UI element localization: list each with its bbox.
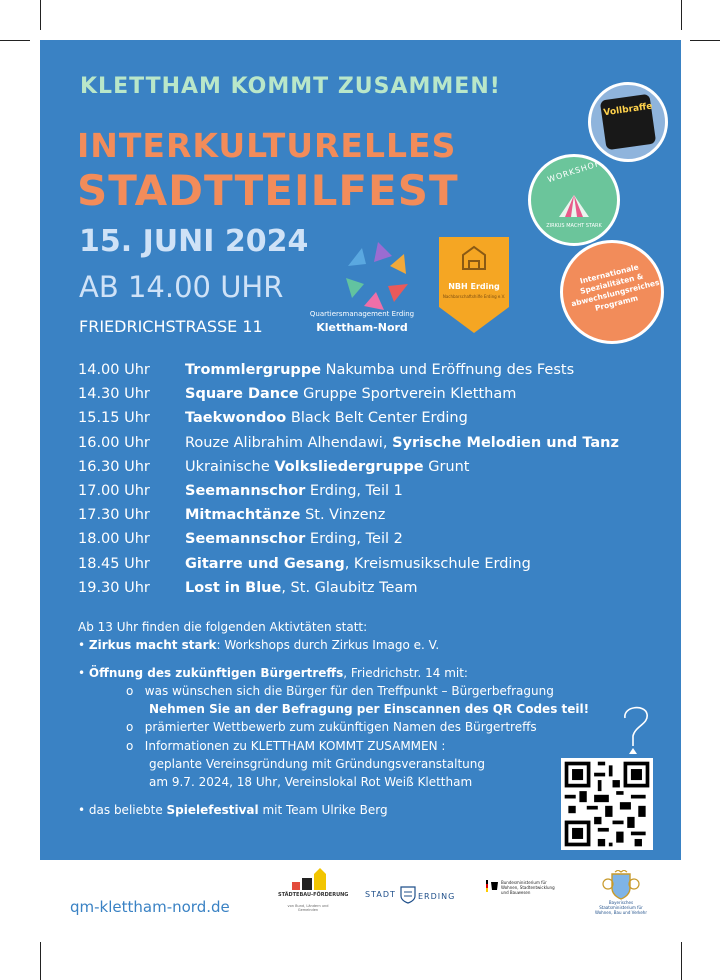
note-sub-survey: o was wünschen sich die Bürger für den Treffpunkt – Bürgerbefragung (126, 683, 554, 698)
poster (40, 40, 681, 860)
schedule-row (78, 556, 668, 580)
schedule-description: Seemannschor Erding, Teil 1 (185, 482, 403, 499)
workshop-circle (528, 154, 620, 246)
schedule-time: 17.30 Uhr (78, 507, 150, 524)
question-mark-icon (615, 702, 655, 758)
schedule-description: Ukrainische Volksliedergruppe Grunt (185, 458, 470, 475)
notes-intro: Ab 13 Uhr finden die folgenden Aktivtäten statt: (78, 620, 368, 634)
note-sub-contest: o prämierter Wettbewerb zum zukünftigen Namen des Bürgertreffs (126, 720, 537, 735)
schedule-time: 18.00 Uhr (78, 531, 150, 548)
kicker: KLETTHAM KOMMT ZUSAMMEN! (80, 74, 501, 99)
schedule-time: 17.00 Uhr (78, 482, 150, 499)
website-link[interactable]: qm-klettham-nord.de (70, 898, 230, 916)
schedule-time: 14.00 Uhr (78, 362, 150, 378)
schedule-row (78, 435, 668, 459)
nbh-name: NBH Erding (448, 282, 500, 291)
nbh-subtitle: Nachbarschaftshilfe Erding e.V. (442, 294, 506, 299)
crop-mark (0, 40, 30, 41)
vollbraffe-label: Vollbraffe (602, 101, 654, 119)
schedule-description: Rouze Alibrahim Alhendawi, Syrische Melodien und Tanz (185, 434, 619, 451)
stadt-erding-logo: STADT ERDING (363, 884, 458, 910)
schedule-description: Taekwondoo Black Belt Center Erding (185, 410, 468, 427)
bayern-ministry-label: Bayerisches Staatsministerium für Wohnen, Bau und Verkehr (594, 900, 647, 915)
specialties-circle (560, 240, 664, 344)
schedule-row (78, 386, 668, 410)
schedule-description: Lost in Blue, St. Glaubitz Team (185, 579, 418, 596)
title-line-2: STADTTEILFEST (77, 166, 459, 215)
workshop-sublabel: ZIRKUS MACHT STARK (546, 223, 602, 229)
qm-logo-name: Klettham-Nord (316, 321, 408, 334)
schedule-row (78, 531, 668, 555)
bavarian-crest-icon (598, 870, 644, 900)
event-time: AB 14.00 UHR (79, 270, 284, 304)
workshop-label: WORKSHOP (546, 158, 602, 185)
event-date: 15. JUNI 2024 (79, 224, 309, 259)
schedule-time: 18.45 Uhr (78, 555, 150, 572)
qr-code[interactable] (561, 758, 653, 850)
schedule-description: Mitmachtänze St. Vinzenz (185, 507, 386, 524)
schedule-description: Trommlergruppe Nakumba und Eröffnung des Fests (185, 362, 575, 378)
note-sub-survey-cta: Nehmen Sie an der Befragung per Einscannen des QR Codes teil! (149, 702, 590, 717)
schedule-description: Square Dance Gruppe Sportverein Klettham (185, 386, 517, 403)
crop-mark (681, 942, 682, 980)
schedule-row (78, 410, 668, 434)
schedule-list (78, 362, 668, 604)
schedule-time: 15.15 Uhr (78, 410, 150, 427)
event-address: FRIEDRICHSTRASSE 11 (79, 317, 263, 336)
note-sub-info-line3: am 9.7. 2024, 18 Uhr, Vereinslokal Rot Weiß Klettham (149, 775, 473, 790)
qm-logo-caption: Quartiersmanagement Erding (309, 310, 415, 318)
crop-mark (40, 0, 41, 30)
specialties-label: Internationale Spezialitäten & abwechslungsreiches Programm (570, 262, 661, 313)
note-item-buergertreff: • Öffnung des zukünftigen Bürgertreffs, Friedrichstr. 14 mit: (78, 665, 468, 680)
staedtebau-title: STÄDTEBAU-FÖRDERUNG (278, 892, 349, 898)
note-sub-info: o Informationen zu KLETTHAM KOMMT ZUSAMMEN : (126, 738, 446, 753)
schedule-description: Gitarre und Gesang, Kreismusikschule Erding (185, 555, 531, 572)
vollbraffe-circle (588, 82, 668, 162)
schedule-row (78, 507, 668, 531)
schedule-row (78, 580, 668, 604)
crop-mark (690, 40, 720, 41)
schedule-description: Seemannschor Erding, Teil 2 (185, 531, 403, 548)
schedule-row (78, 362, 668, 386)
note-item-circus: • Zirkus macht stark: Workshops durch Zirkus Imago e. V. (78, 638, 440, 653)
crop-mark (681, 0, 682, 30)
title-line-1: INTERKULTURELLES (77, 126, 457, 165)
erding-crest-icon (400, 886, 416, 904)
crop-mark (40, 942, 41, 980)
schedule-row (78, 459, 668, 483)
schedule-time: 19.30 Uhr (78, 579, 150, 596)
circus-tent-icon (557, 193, 591, 219)
schedule-time: 16.00 Uhr (78, 434, 150, 451)
schedule-time: 14.30 Uhr (78, 386, 150, 403)
schedule-row (78, 483, 668, 507)
bmwsb-label: Bundesministerium für Wohnen, Stadtentwicklung und Bauwesen (501, 880, 555, 895)
note-item-games: • das beliebte Spielefestival mit Team Ulrike Berg (78, 802, 388, 817)
staedtebau-subtitle: von Bund, Ländern und Gemeinden (287, 904, 329, 912)
schedule-time: 16.30 Uhr (78, 458, 150, 475)
note-sub-info-line2: geplante Vereinsgründung mit Gründungsveranstaltung (149, 757, 485, 772)
